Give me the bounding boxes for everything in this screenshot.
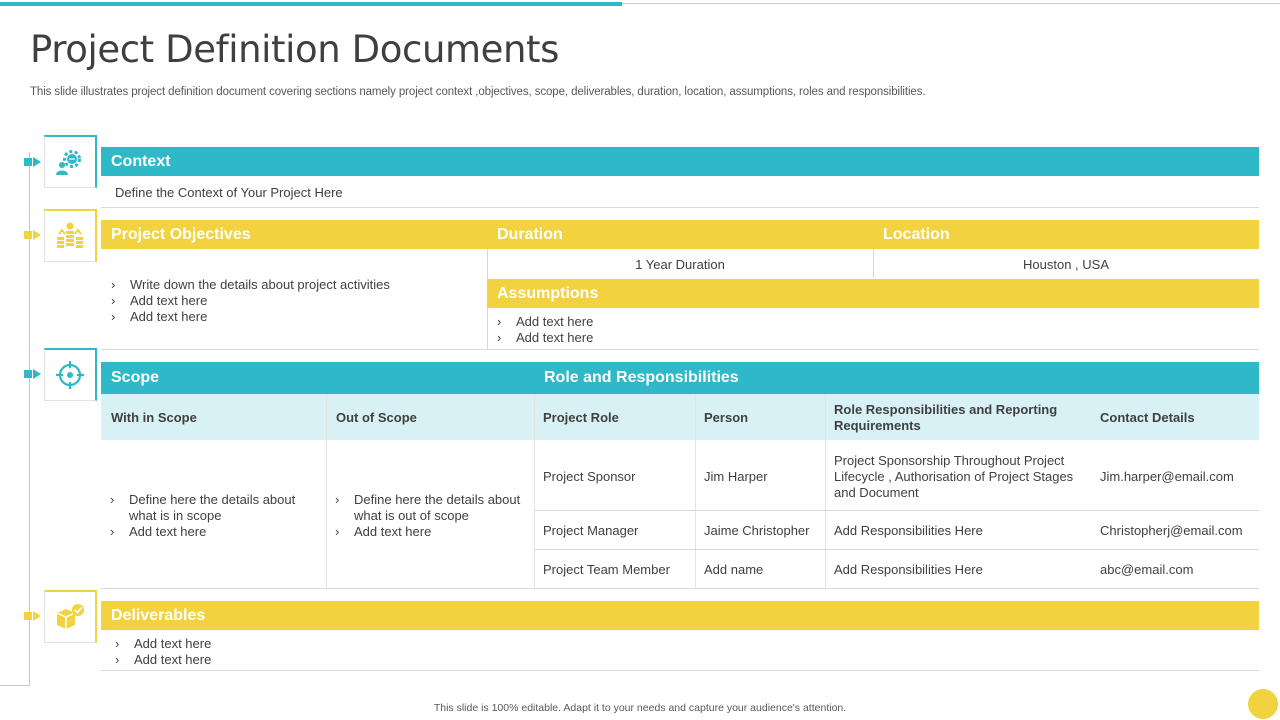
gear-chat-person-icon [54, 146, 86, 178]
duration-header [487, 220, 873, 249]
deliverables-heading: Deliverables [111, 606, 206, 624]
list-item: › Add text here [115, 636, 515, 652]
top-accent-bar-teal [0, 2, 622, 6]
project-role-header: Project Role [543, 410, 619, 425]
context-icon-box [44, 135, 97, 188]
duration-value: 1 Year Duration [635, 257, 725, 272]
list-item: › Define here the details about what is out of scope [335, 492, 530, 524]
top-accent-bar-yellow [622, 3, 1280, 4]
role-cell: Project Sponsor [543, 469, 636, 484]
role-cell: Project Team Member [543, 562, 670, 577]
responsibility-cell: Project Sponsorship Throughout Project Lifecycle , Authorisation of Project Stages and Document [834, 453, 1074, 500]
person-cell: Jaime Christopher [704, 523, 810, 538]
context-header [101, 147, 1259, 176]
column-divider [326, 394, 327, 589]
location-value: Houston , USA [1023, 257, 1109, 272]
list-item: › Write down the details about project activities [111, 277, 481, 293]
assumptions-header [487, 279, 1259, 308]
deliverables-header [101, 601, 1259, 630]
out-of-scope-list [335, 492, 530, 540]
list-item: › Add text here [497, 330, 1237, 346]
column-divider [825, 394, 826, 589]
location-heading: Location [883, 225, 950, 243]
list-item: › Add text here [110, 524, 315, 540]
responsibility-cell: Add Responsibilities Here [834, 523, 983, 538]
column-divider [695, 394, 696, 589]
deliverables-marker [24, 611, 42, 621]
responsibility-cell: Add Responsibilities Here [834, 562, 983, 577]
deliverables-list [115, 636, 515, 668]
target-icon [54, 359, 86, 391]
page-title: Project Definition Documents [30, 28, 560, 71]
context-text: Define the Context of Your Project Here [115, 185, 343, 200]
objectives-list [111, 277, 481, 325]
scope-bottom-divider [101, 588, 1259, 589]
footer-note: This slide is 100% editable. Adapt it to your needs and capture your audience's attention. [433, 702, 847, 714]
objectives-bottom-divider [101, 349, 1259, 350]
list-item: › Add text here [111, 309, 481, 325]
page-subtitle: This slide illustrates project definition document covering sections namely project context ,objectives, scope, deliverables, duration, location, assumptions, roles and responsibilities. [30, 86, 926, 98]
list-item: › Add text here [111, 293, 481, 309]
scope-roles-header [101, 362, 1259, 394]
coins-stack-icon [54, 220, 86, 252]
person-cell: Jim Harper [704, 469, 768, 484]
objectives-header [101, 220, 487, 249]
context-divider [101, 207, 1259, 208]
list-item: › Add text here [497, 314, 1237, 330]
within-scope-header: With in Scope [111, 410, 197, 425]
objectives-icon-box [44, 209, 97, 262]
timeline-foot-line [0, 685, 30, 686]
row-divider [534, 510, 1259, 511]
corner-decoration [1248, 689, 1278, 719]
assumptions-list [497, 314, 1237, 346]
person-cell: Add name [704, 562, 764, 577]
scope-heading: Scope [111, 369, 160, 386]
out-of-scope-header: Out of Scope [336, 410, 417, 425]
row-divider [534, 549, 1259, 550]
contact-details-header: Contact Details [1100, 410, 1195, 425]
list-item: › Add text here [335, 524, 530, 540]
role-cell: Project Manager [543, 523, 639, 538]
list-item: › Add text here [115, 652, 515, 668]
responsibilities-header: Role Responsibilities and Reporting Requirements [834, 402, 1058, 433]
objectives-heading: Project Objectives [111, 225, 251, 243]
roles-heading: Role and Responsibilities [544, 369, 739, 386]
location-header [873, 220, 1259, 249]
deliverables-bottom-divider [101, 670, 1259, 671]
assumptions-heading: Assumptions [497, 284, 599, 302]
duration-heading: Duration [497, 225, 563, 243]
list-item: › Define here the details about what is in scope [110, 492, 315, 524]
contact-cell: Jim.harper@email.com [1100, 469, 1234, 484]
within-scope-list [110, 492, 315, 540]
person-header: Person [704, 410, 749, 425]
scope-icon-box [44, 348, 97, 401]
contact-cell: Christopherj@email.com [1100, 523, 1243, 538]
deliverables-icon-box [44, 590, 97, 643]
context-marker [24, 157, 42, 167]
scope-marker [24, 369, 42, 379]
contact-cell: abc@email.com [1100, 562, 1194, 577]
boxes-check-icon [54, 601, 86, 633]
column-divider [534, 394, 535, 589]
table-subheader [101, 394, 1259, 440]
context-heading: Context [111, 152, 171, 170]
objectives-marker [24, 230, 42, 240]
